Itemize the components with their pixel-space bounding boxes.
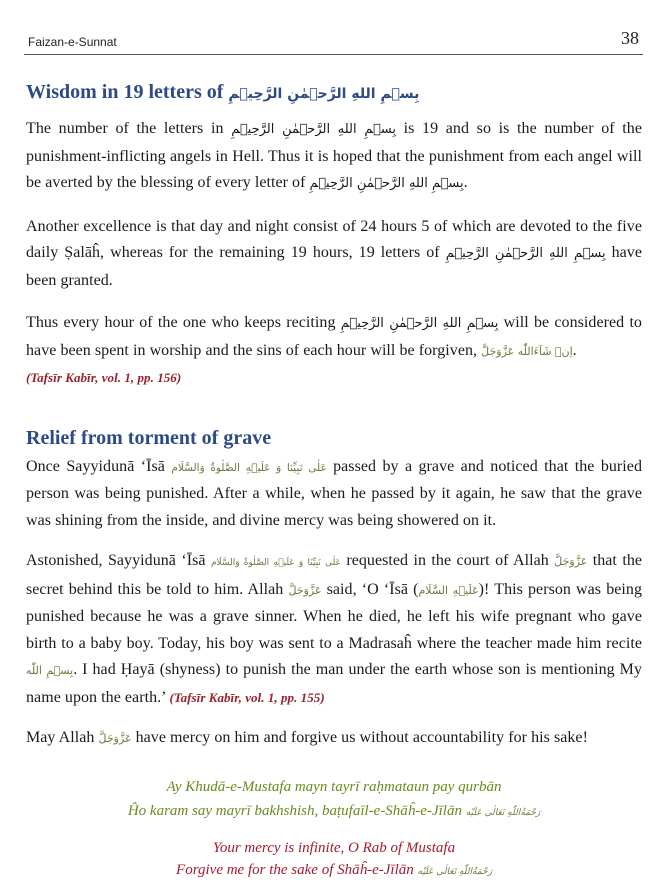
arabic-phrase: عَزَّوَجَلَّ	[98, 732, 132, 745]
book-title: Faizan-e-Sunnat	[28, 35, 117, 49]
text-segment: that the secret behind this be told to him. Allah	[26, 552, 643, 598]
text-segment: requested in the court of Allah	[346, 552, 549, 569]
page-header	[24, 26, 643, 55]
arabic-phrase: عَزَّوَجَلَّ	[288, 583, 322, 597]
section-heading-grave: Relief from torment of grave	[26, 426, 272, 449]
citation: (Tafsīr Kabīr, vol. 1, pp. 155)	[169, 689, 325, 705]
poem-line-text: Forgive me for the sake of Shāĥ-e-Jīlān	[176, 861, 414, 878]
arabic-phrase: اِنۡ شَآءَاللّٰه عَزَّوَجَلَّ	[481, 344, 573, 358]
text-segment: . I had Ḥayā (shyness) to punish the man under the earth whose son is mentioning My name upon the earth.’	[26, 661, 642, 706]
paragraph-reciting	[26, 310, 642, 392]
paragraph-letters-count	[26, 116, 642, 198]
text-segment: Thus every hour of the one who keeps reciting	[26, 314, 336, 331]
citation: (Tafsīr Kabīr, vol. 1, pp. 156)	[26, 370, 182, 385]
arabic-phrase: رَحْمَةُاللّٰهِ تَعَالٰی عَلَیْه	[465, 807, 541, 818]
text-segment: have been granted.	[26, 244, 642, 289]
arabic-phrase: بِسۡمِ اللهِ الرَّحۡمٰنِ الرَّحِيۡمِ	[445, 246, 606, 261]
text-segment: is 19 and so is the number of the punishment-inflicting angels in Hell. Thus it is hoped that the punishment from each angel will be averted by the blessing of every letter of	[26, 120, 642, 191]
section-heading-wisdom	[26, 78, 642, 108]
heading-arabic: بِسۡمِ اللهِ الرَّحۡمٰنِ الرَّحِيۡمِ	[228, 86, 420, 102]
poem-line-text: Ĥo karam say mayrī bakhshish, baṭufaīl-e-Shāĥ-e-Jīlān	[127, 802, 462, 819]
arabic-phrase: بِسۡمِ اللهِ الرَّحۡمٰنِ الرَّحِيۡمِ	[309, 176, 464, 191]
arabic-phrase: بِسۡمِ اللّٰه	[26, 664, 74, 677]
text-segment: have mercy on him and forgive us without accountability for his sake!	[135, 729, 588, 746]
text-segment: )! This person was being punished because he was a grave sinner. When he died, he left his wife pregnant who gave birth to a baby boy. Today, his boy was sent to a Madrasaĥ where the teacher made him recite	[26, 580, 642, 652]
arabic-phrase: رَحْمَةُاللّٰهِ تَعَالٰی عَلَیْه	[417, 866, 492, 877]
text-segment: .	[463, 174, 468, 191]
text-segment: Another excellence is that day and night consist of 24 hours 5 of which are devoted to the five daily Ṣalāĥ, whereas for the remaining 19 hours, 19 letters of	[26, 217, 642, 261]
arabic-phrase: عَلٰی نَبِیِّنَا وَ عَلَیۡهِ الصَّلٰوةُ وَالسَّلَام	[171, 461, 327, 474]
page-content	[26, 78, 642, 883]
arabic-phrase: بِسۡمِ اللهِ الرَّحۡمٰنِ الرَّحِيۡمِ	[340, 316, 499, 331]
text-segment: said, ‘O ‘Īsā (	[326, 580, 419, 598]
poem-stanza-translation	[26, 837, 642, 883]
poem-line	[26, 799, 642, 825]
text-segment: Astonished, Sayyidunā ‘Īsā	[26, 552, 206, 569]
paragraph-isa-passed	[26, 454, 642, 535]
paragraph-astonished	[26, 548, 642, 711]
text-segment: passed by a grave and noticed that the buried person was being punished. After a while, when he passed by it again, he saw that the grave was shining from the inside, and divine mercy was being showered on it.	[26, 457, 642, 529]
text-segment: will be considered to have been spent in worship and the sins of each hour will be forgiven,	[26, 314, 642, 359]
text-segment: The number of the letters in	[26, 120, 224, 137]
poem-line: Ay Khudā-e-Mustafa mayn tayrī raḥmataun pay qurbān	[166, 778, 502, 795]
paragraph-may-allah	[26, 725, 642, 753]
arabic-phrase: بِسۡمِ اللهِ الرَّحۡمٰنِ الرَّحِيۡمِ	[231, 122, 397, 137]
poem-line	[26, 859, 642, 883]
text-segment: .	[572, 341, 577, 359]
text-segment: May Allah	[26, 729, 95, 746]
poem-stanza-transliteration	[26, 775, 642, 825]
arabic-phrase: عَلٰی نَبِیِّنَا وَ عَلَیۡهِ الصَّلٰوةُ وَالسَّلَام	[210, 558, 341, 568]
paragraph-hours	[26, 214, 642, 295]
text-segment: Once Sayyidunā ‘Īsā	[26, 457, 165, 475]
heading-text: Wisdom in 19 letters of	[26, 81, 224, 103]
arabic-phrase: عَلَیۡهِ السَّلَام	[418, 583, 479, 597]
page-number: 38	[621, 28, 639, 48]
poem-line: Your mercy is infinite, O Rab of Mustafa	[212, 839, 456, 856]
arabic-phrase: عَزَّوَجَلَّ	[554, 555, 588, 568]
